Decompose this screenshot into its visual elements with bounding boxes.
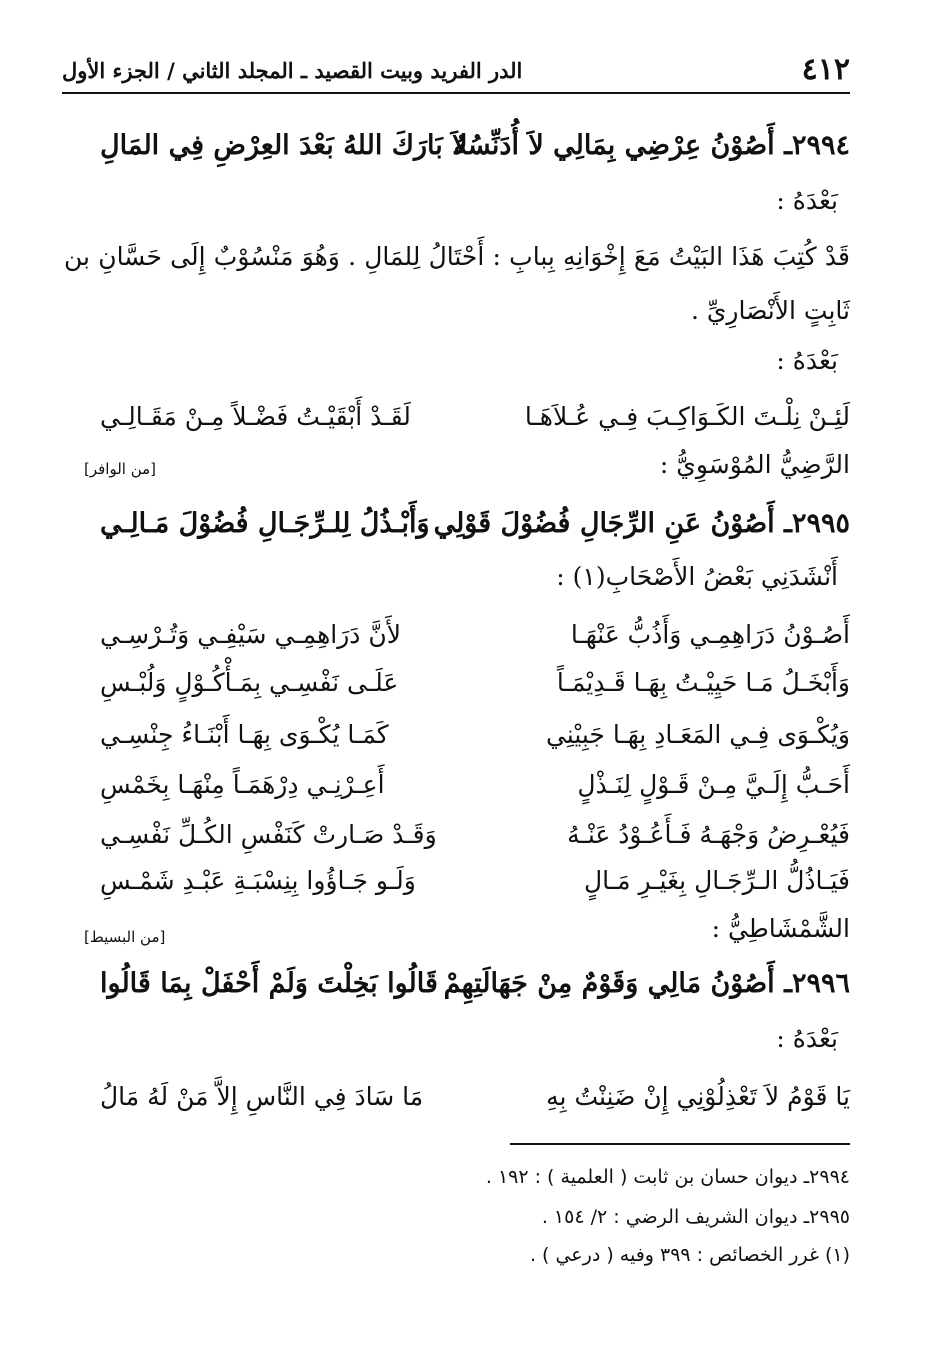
recited-intro: أَنْشَدَنِي بَعْضُ الأَصْحَابِ(١) :	[556, 562, 838, 591]
footnote-2995: ٢٩٩٥ـ ديوان الشريف الرضي : ٢/ ١٥٤ .	[541, 1206, 850, 1228]
footnote-2994: ٢٩٩٤ـ ديوان حسان بن ثابت ( العلمية ) : ١٩٢ .	[485, 1166, 850, 1188]
after-it-label: بَعْدَهُ :	[776, 1024, 838, 1053]
poem2-line-2-second: عَلَـى نَفْسِـي بِمَـأْكُـوْلٍ وَلُبْـسِ	[100, 668, 399, 697]
poem3-second-hemistich: مَا سَادَ فِي النَّاسِ إِلاَّ مَنْ لَهُ مَالُ	[100, 1082, 424, 1111]
attribution-shamshati: الشَّمْشَاطِيُّ :	[711, 914, 850, 943]
poem2-line-4-first: أَحَـبُّ إِلَـيَّ مِـنْ قَـوْلٍ لِنَـذْلٍ	[577, 770, 850, 799]
poem2-line-3-first: وَيُكْـوَى فِـي المَعَـادِ بِهَـا جَبِيْنِي	[545, 720, 850, 749]
poem2-line-4-second: أَعِـرْنِـي دِرْهَمَـاً مِنْهَـا بِخَمْسِ	[100, 770, 385, 799]
verse-2995-first-hemistich: ٢٩٩٥ـ أَصُوْنُ عَنِ الرِّجَالِ فُضُوْلَ قَوْلِي	[433, 508, 850, 539]
poem2-line-3-second: كَمَـا يُكْـوَى بِهَـا أَبْنَـاءُ جِنْسِـي	[100, 720, 389, 749]
poem2-line-1-first: أَصُـوْنُ دَرَاهِمِـي وَأَذُبُّ عَنْهَـا	[570, 620, 850, 649]
poem2-line-5-first: فَيُعْـرِضُ وَجْهَـهُ فَـأَعُـوْدُ عَنْـهُ	[567, 820, 850, 849]
footnote-divider	[510, 1143, 850, 1145]
page-header	[62, 52, 850, 92]
running-title: الدر الفريد وبيت القصيد ـ المجلد الثاني / الجزء الأول	[62, 58, 523, 83]
attribution-radi: الرَّضِيُّ المُوْسَوِيُّ :	[659, 450, 850, 479]
poem3-first-hemistich: يَا قَوْمُ لاَ تَعْذِلُوْنِي إِنْ ضَنِنْتُ بِهِ	[546, 1082, 850, 1111]
poem2-line-6-first: فَيَـاذُلُّ الـرِّجَـالِ بِغَيْـرِ مَـالٍ	[584, 866, 850, 895]
footnote-1: (١) غرر الخصائص : ٣٩٩ وفيه ( درعي ) .	[529, 1244, 850, 1266]
poem2-line-5-second: وَقَـدْ صَـارتْ كَنَفْسِ الكُـلِّ نَفْسِـي	[100, 820, 437, 849]
commentary-line-2: ثَابِتٍ الأَنْصَارِيِّ .	[690, 296, 850, 325]
poem2-line-2-first: وَأَبْخَـلُ مَـا حَيِيْـتُ بِهَـا قَـدِيْمَـاً	[556, 668, 850, 697]
verse-2996-first-hemistich: ٢٩٩٦ـ أَصُوْنُ مَالِي وَقَوْمٌ مِنْ جَهَالَتِهِمْ	[443, 968, 850, 999]
after-it-label: بَعْدَهُ :	[776, 346, 838, 375]
verse-2996-second-hemistich: قَالُوا بَخِلْتَ وَلَمْ أَحْفَلْ بِمَا قَالُوا	[100, 968, 438, 999]
poem2-line-1-second: لأَنَّ دَرَاهِمِـي سَيْفِـي وَتُـرْسِـي	[100, 620, 401, 649]
verse-2994-first-hemistich: ٢٩٩٤ـ أَصُوْنُ عِرْضِي بِمَالِي لاَ أُدَنِّسُهُ	[453, 130, 850, 161]
verse-2994-second-hemistich: لاَ بَارَكَ اللهُ بَعْدَ العِرْضِ فِي المَالِ	[100, 130, 468, 161]
meter-label-basit: [من البسيط]	[84, 928, 166, 946]
header-divider	[62, 92, 850, 94]
poem1-second-hemistich: لَقَـدْ أَبْقَيْـتُ فَضْـلاً مِـنْ مَقَـالِـي	[100, 402, 411, 431]
poem1-first-hemistich: لَئِـنْ نِلْـتَ الكَـوَاكِـبَ فِـي عُـلاَهَـا	[524, 402, 850, 431]
meter-label-wafir: [من الوافر]	[84, 460, 157, 478]
commentary-line-1: قَدْ كُتِبَ هَذَا البَيْتُ مَعَ إِخْوَانِهِ بِبابِ : أَحْتَالُ لِلمَالِ . وَهُوَ مَنْسُوْبٌ إِلَى حَسَّانِ بن	[64, 242, 850, 271]
page-number: ٤١٢	[801, 52, 850, 87]
after-it-label: بَعْدَهُ :	[776, 186, 838, 215]
poem2-line-6-second: وَلَـو جَـاؤُوا بِنِسْبَـةِ عَبْـدِ شَمْـسِ	[100, 866, 416, 895]
verse-2995-second-hemistich: وَأَبْـذُلُ لِلـرِّجَـالِ فُضُوْلَ مَـالِـي	[100, 508, 430, 539]
